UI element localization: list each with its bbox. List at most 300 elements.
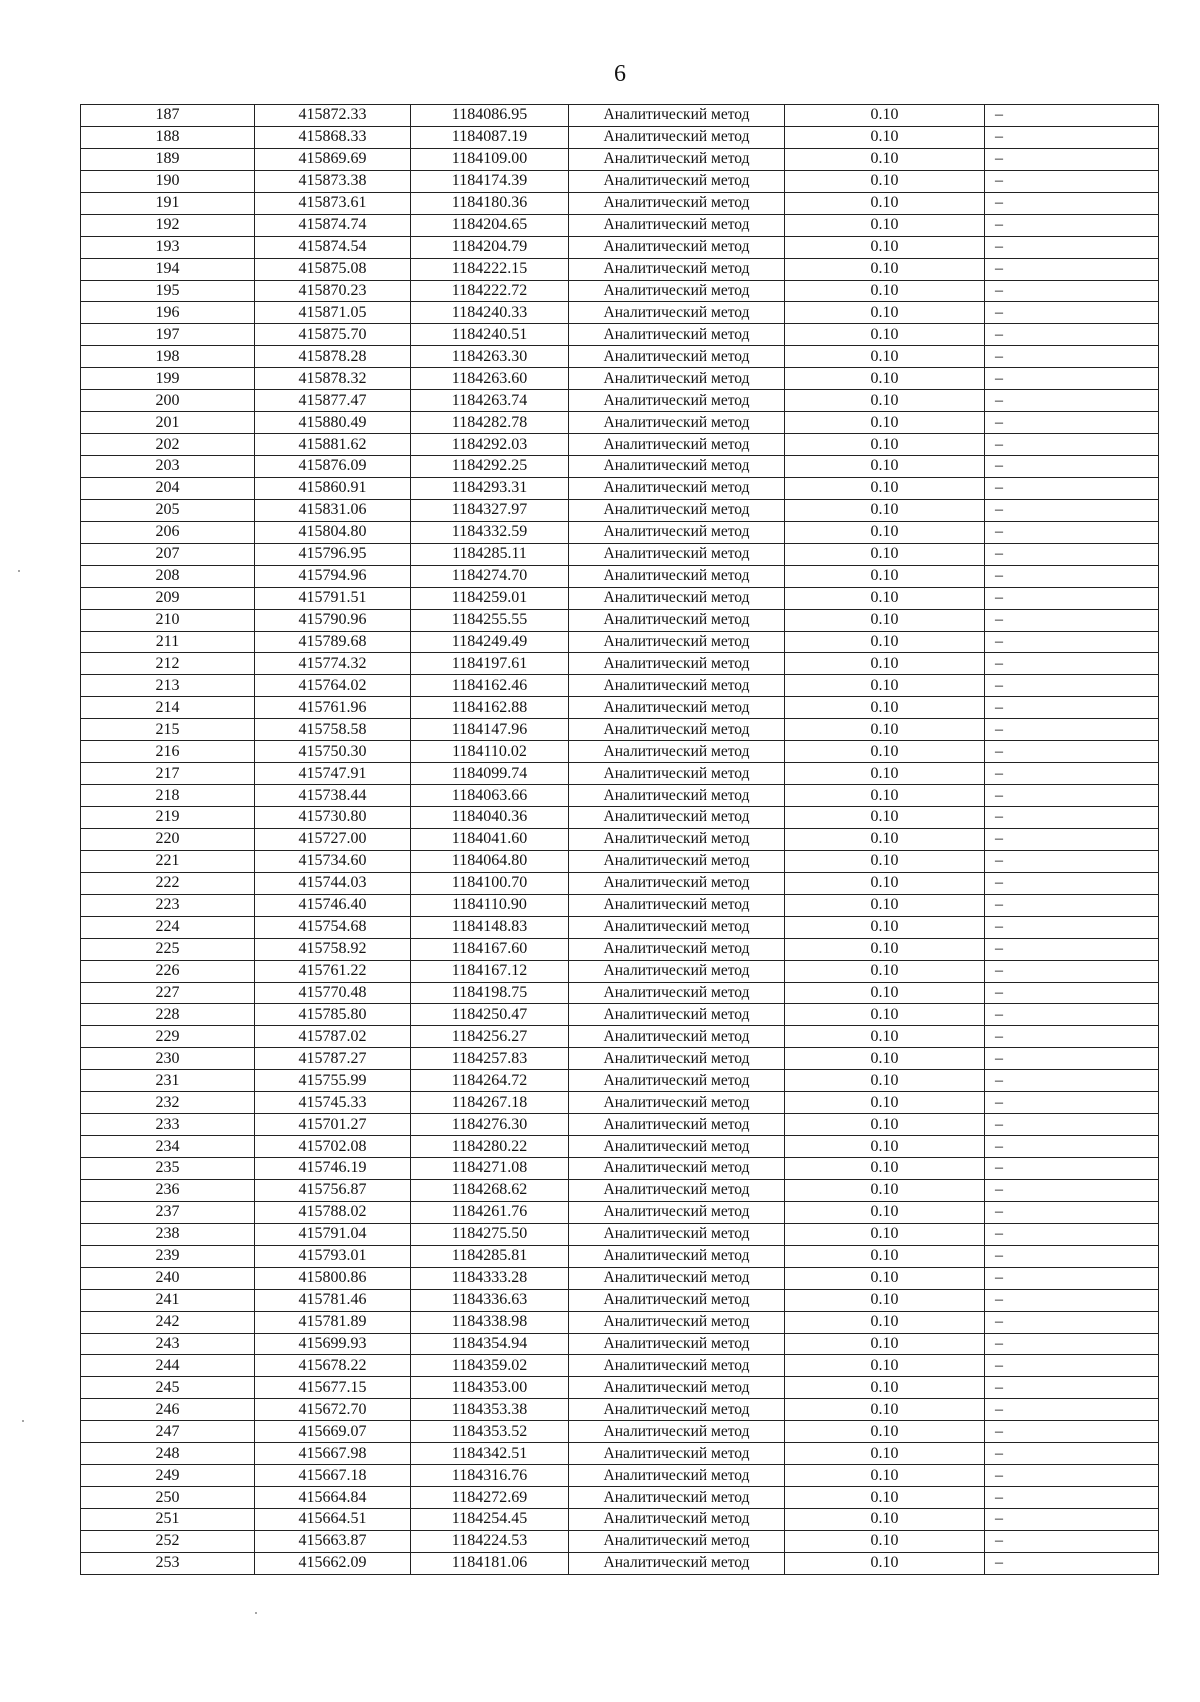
table-row	[81, 1158, 1159, 1180]
accuracy-cell: 0.10	[785, 1355, 985, 1377]
accuracy-cell: 0.10	[785, 1179, 985, 1201]
x-coordinate-cell: 415781.89	[255, 1311, 411, 1333]
note-cell: –	[985, 543, 1159, 565]
method-cell: Аналитический метод	[569, 456, 785, 478]
point-number-cell: 238	[81, 1223, 255, 1245]
y-coordinate-cell: 1184099.74	[411, 763, 569, 785]
method-cell: Аналитический метод	[569, 1421, 785, 1443]
x-coordinate-cell: 415745.33	[255, 1092, 411, 1114]
note-cell: –	[985, 412, 1159, 434]
accuracy-cell: 0.10	[785, 916, 985, 938]
point-number-cell: 188	[81, 126, 255, 148]
accuracy-cell: 0.10	[785, 1509, 985, 1531]
point-number-cell: 244	[81, 1355, 255, 1377]
point-number-cell: 222	[81, 872, 255, 894]
point-number-cell: 197	[81, 324, 255, 346]
point-number-cell: 249	[81, 1465, 255, 1487]
point-number-cell: 196	[81, 302, 255, 324]
method-cell: Аналитический метод	[569, 1026, 785, 1048]
y-coordinate-cell: 1184292.25	[411, 456, 569, 478]
accuracy-cell: 0.10	[785, 1201, 985, 1223]
note-cell: –	[985, 1179, 1159, 1201]
point-number-cell: 247	[81, 1421, 255, 1443]
y-coordinate-cell: 1184254.45	[411, 1509, 569, 1531]
y-coordinate-cell: 1184268.62	[411, 1179, 569, 1201]
accuracy-cell: 0.10	[785, 280, 985, 302]
method-cell: Аналитический метод	[569, 631, 785, 653]
accuracy-cell: 0.10	[785, 763, 985, 785]
point-number-cell: 228	[81, 1004, 255, 1026]
method-cell: Аналитический метод	[569, 1552, 785, 1574]
y-coordinate-cell: 1184204.65	[411, 214, 569, 236]
note-cell: –	[985, 982, 1159, 1004]
note-cell: –	[985, 1223, 1159, 1245]
method-cell: Аналитический метод	[569, 543, 785, 565]
x-coordinate-cell: 415764.02	[255, 675, 411, 697]
accuracy-cell: 0.10	[785, 192, 985, 214]
note-cell: –	[985, 719, 1159, 741]
accuracy-cell: 0.10	[785, 170, 985, 192]
point-number-cell: 211	[81, 631, 255, 653]
note-cell: –	[985, 1333, 1159, 1355]
point-number-cell: 220	[81, 828, 255, 850]
note-cell: –	[985, 1530, 1159, 1552]
table-row	[81, 543, 1159, 565]
point-number-cell: 236	[81, 1179, 255, 1201]
method-cell: Аналитический метод	[569, 1487, 785, 1509]
method-cell: Аналитический метод	[569, 236, 785, 258]
table-row	[81, 126, 1159, 148]
point-number-cell: 206	[81, 521, 255, 543]
table-row	[81, 653, 1159, 675]
scan-speck	[18, 570, 20, 572]
method-cell: Аналитический метод	[569, 565, 785, 587]
method-cell: Аналитический метод	[569, 148, 785, 170]
accuracy-cell: 0.10	[785, 1333, 985, 1355]
x-coordinate-cell: 415787.27	[255, 1048, 411, 1070]
point-number-cell: 243	[81, 1333, 255, 1355]
x-coordinate-cell: 415744.03	[255, 872, 411, 894]
note-cell: –	[985, 675, 1159, 697]
accuracy-cell: 0.10	[785, 1245, 985, 1267]
point-number-cell: 204	[81, 477, 255, 499]
x-coordinate-cell: 415874.74	[255, 214, 411, 236]
point-number-cell: 241	[81, 1289, 255, 1311]
method-cell: Аналитический метод	[569, 828, 785, 850]
accuracy-cell: 0.10	[785, 346, 985, 368]
x-coordinate-cell: 415662.09	[255, 1552, 411, 1574]
accuracy-cell: 0.10	[785, 785, 985, 807]
table-row	[81, 587, 1159, 609]
accuracy-cell: 0.10	[785, 1158, 985, 1180]
point-number-cell: 245	[81, 1377, 255, 1399]
y-coordinate-cell: 1184272.69	[411, 1487, 569, 1509]
method-cell: Аналитический метод	[569, 1114, 785, 1136]
method-cell: Аналитический метод	[569, 850, 785, 872]
method-cell: Аналитический метод	[569, 1509, 785, 1531]
note-cell: –	[985, 1465, 1159, 1487]
method-cell: Аналитический метод	[569, 1158, 785, 1180]
x-coordinate-cell: 415664.84	[255, 1487, 411, 1509]
point-number-cell: 217	[81, 763, 255, 785]
accuracy-cell: 0.10	[785, 214, 985, 236]
note-cell: –	[985, 1136, 1159, 1158]
point-number-cell: 250	[81, 1487, 255, 1509]
note-cell: –	[985, 938, 1159, 960]
x-coordinate-cell: 415678.22	[255, 1355, 411, 1377]
point-number-cell: 187	[81, 105, 255, 127]
note-cell: –	[985, 192, 1159, 214]
x-coordinate-cell: 415873.38	[255, 170, 411, 192]
x-coordinate-cell: 415787.02	[255, 1026, 411, 1048]
table-row	[81, 192, 1159, 214]
method-cell: Аналитический метод	[569, 192, 785, 214]
y-coordinate-cell: 1184040.36	[411, 807, 569, 829]
table-row	[81, 697, 1159, 719]
accuracy-cell: 0.10	[785, 609, 985, 631]
table-row	[81, 1267, 1159, 1289]
accuracy-cell: 0.10	[785, 1530, 985, 1552]
point-number-cell: 239	[81, 1245, 255, 1267]
method-cell: Аналитический метод	[569, 258, 785, 280]
method-cell: Аналитический метод	[569, 434, 785, 456]
note-cell: –	[985, 1552, 1159, 1574]
note-cell: –	[985, 477, 1159, 499]
table-row	[81, 741, 1159, 763]
method-cell: Аналитический метод	[569, 1333, 785, 1355]
method-cell: Аналитический метод	[569, 1179, 785, 1201]
x-coordinate-cell: 415699.93	[255, 1333, 411, 1355]
y-coordinate-cell: 1184282.78	[411, 412, 569, 434]
y-coordinate-cell: 1184162.88	[411, 697, 569, 719]
y-coordinate-cell: 1184276.30	[411, 1114, 569, 1136]
x-coordinate-cell: 415870.23	[255, 280, 411, 302]
table-row	[81, 850, 1159, 872]
table-row	[81, 982, 1159, 1004]
x-coordinate-cell: 415794.96	[255, 565, 411, 587]
table-row	[81, 477, 1159, 499]
accuracy-cell: 0.10	[785, 1048, 985, 1070]
y-coordinate-cell: 1184174.39	[411, 170, 569, 192]
x-coordinate-cell: 415734.60	[255, 850, 411, 872]
x-coordinate-cell: 415758.58	[255, 719, 411, 741]
note-cell: –	[985, 1399, 1159, 1421]
note-cell: –	[985, 741, 1159, 763]
y-coordinate-cell: 1184267.18	[411, 1092, 569, 1114]
y-coordinate-cell: 1184041.60	[411, 828, 569, 850]
note-cell: –	[985, 1114, 1159, 1136]
accuracy-cell: 0.10	[785, 675, 985, 697]
point-number-cell: 251	[81, 1509, 255, 1531]
point-number-cell: 193	[81, 236, 255, 258]
point-number-cell: 202	[81, 434, 255, 456]
table-row	[81, 1223, 1159, 1245]
point-number-cell: 209	[81, 587, 255, 609]
note-cell: –	[985, 390, 1159, 412]
point-number-cell: 237	[81, 1201, 255, 1223]
point-number-cell: 234	[81, 1136, 255, 1158]
table-row	[81, 872, 1159, 894]
x-coordinate-cell: 415758.92	[255, 938, 411, 960]
x-coordinate-cell: 415774.32	[255, 653, 411, 675]
table-row	[81, 324, 1159, 346]
method-cell: Аналитический метод	[569, 170, 785, 192]
method-cell: Аналитический метод	[569, 916, 785, 938]
table-row	[81, 1136, 1159, 1158]
x-coordinate-cell: 415790.96	[255, 609, 411, 631]
note-cell: –	[985, 785, 1159, 807]
table-row	[81, 1487, 1159, 1509]
point-number-cell: 195	[81, 280, 255, 302]
table-row	[81, 412, 1159, 434]
note-cell: –	[985, 1026, 1159, 1048]
point-number-cell: 232	[81, 1092, 255, 1114]
method-cell: Аналитический метод	[569, 697, 785, 719]
x-coordinate-cell: 415874.54	[255, 236, 411, 258]
x-coordinate-cell: 415789.68	[255, 631, 411, 653]
accuracy-cell: 0.10	[785, 236, 985, 258]
accuracy-cell: 0.10	[785, 960, 985, 982]
point-number-cell: 198	[81, 346, 255, 368]
method-cell: Аналитический метод	[569, 302, 785, 324]
x-coordinate-cell: 415754.68	[255, 916, 411, 938]
table-row	[81, 280, 1159, 302]
x-coordinate-cell: 415738.44	[255, 785, 411, 807]
table-row	[81, 390, 1159, 412]
accuracy-cell: 0.10	[785, 1399, 985, 1421]
method-cell: Аналитический метод	[569, 741, 785, 763]
table-row	[81, 434, 1159, 456]
point-number-cell: 223	[81, 894, 255, 916]
point-number-cell: 218	[81, 785, 255, 807]
y-coordinate-cell: 1184167.60	[411, 938, 569, 960]
method-cell: Аналитический метод	[569, 105, 785, 127]
y-coordinate-cell: 1184293.31	[411, 477, 569, 499]
y-coordinate-cell: 1184353.52	[411, 1421, 569, 1443]
x-coordinate-cell: 415881.62	[255, 434, 411, 456]
note-cell: –	[985, 872, 1159, 894]
table-row	[81, 1092, 1159, 1114]
note-cell: –	[985, 653, 1159, 675]
y-coordinate-cell: 1184181.06	[411, 1552, 569, 1574]
y-coordinate-cell: 1184280.22	[411, 1136, 569, 1158]
method-cell: Аналитический метод	[569, 214, 785, 236]
accuracy-cell: 0.10	[785, 258, 985, 280]
point-number-cell: 194	[81, 258, 255, 280]
method-cell: Аналитический метод	[569, 1377, 785, 1399]
x-coordinate-cell: 415785.80	[255, 1004, 411, 1026]
note-cell: –	[985, 456, 1159, 478]
accuracy-cell: 0.10	[785, 477, 985, 499]
accuracy-cell: 0.10	[785, 1092, 985, 1114]
method-cell: Аналитический метод	[569, 1311, 785, 1333]
coordinates-table	[80, 104, 1159, 1575]
method-cell: Аналитический метод	[569, 499, 785, 521]
y-coordinate-cell: 1184336.63	[411, 1289, 569, 1311]
note-cell: –	[985, 105, 1159, 127]
note-cell: –	[985, 697, 1159, 719]
note-cell: –	[985, 587, 1159, 609]
method-cell: Аналитический метод	[569, 1136, 785, 1158]
table-row	[81, 1421, 1159, 1443]
note-cell: –	[985, 1355, 1159, 1377]
point-number-cell: 189	[81, 148, 255, 170]
accuracy-cell: 0.10	[785, 1004, 985, 1026]
method-cell: Аналитический метод	[569, 1004, 785, 1026]
table-row	[81, 1026, 1159, 1048]
table-row	[81, 170, 1159, 192]
table-row	[81, 1333, 1159, 1355]
y-coordinate-cell: 1184259.01	[411, 587, 569, 609]
x-coordinate-cell: 415793.01	[255, 1245, 411, 1267]
x-coordinate-cell: 415788.02	[255, 1201, 411, 1223]
note-cell: –	[985, 1377, 1159, 1399]
note-cell: –	[985, 960, 1159, 982]
table-row	[81, 1465, 1159, 1487]
point-number-cell: 235	[81, 1158, 255, 1180]
note-cell: –	[985, 609, 1159, 631]
accuracy-cell: 0.10	[785, 653, 985, 675]
method-cell: Аналитический метод	[569, 785, 785, 807]
method-cell: Аналитический метод	[569, 126, 785, 148]
table-row	[81, 1004, 1159, 1026]
method-cell: Аналитический метод	[569, 1267, 785, 1289]
point-number-cell: 192	[81, 214, 255, 236]
accuracy-cell: 0.10	[785, 521, 985, 543]
note-cell: –	[985, 1048, 1159, 1070]
method-cell: Аналитический метод	[569, 1465, 785, 1487]
y-coordinate-cell: 1184333.28	[411, 1267, 569, 1289]
y-coordinate-cell: 1184327.97	[411, 499, 569, 521]
accuracy-cell: 0.10	[785, 587, 985, 609]
point-number-cell: 233	[81, 1114, 255, 1136]
x-coordinate-cell: 415877.47	[255, 390, 411, 412]
accuracy-cell: 0.10	[785, 719, 985, 741]
note-cell: –	[985, 258, 1159, 280]
note-cell: –	[985, 368, 1159, 390]
y-coordinate-cell: 1184087.19	[411, 126, 569, 148]
accuracy-cell: 0.10	[785, 850, 985, 872]
x-coordinate-cell: 415878.32	[255, 368, 411, 390]
point-number-cell: 221	[81, 850, 255, 872]
point-number-cell: 199	[81, 368, 255, 390]
point-number-cell: 216	[81, 741, 255, 763]
note-cell: –	[985, 324, 1159, 346]
table-row	[81, 807, 1159, 829]
x-coordinate-cell: 415663.87	[255, 1530, 411, 1552]
point-number-cell: 252	[81, 1530, 255, 1552]
y-coordinate-cell: 1184222.15	[411, 258, 569, 280]
method-cell: Аналитический метод	[569, 982, 785, 1004]
x-coordinate-cell: 415791.51	[255, 587, 411, 609]
x-coordinate-cell: 415869.69	[255, 148, 411, 170]
x-coordinate-cell: 415875.08	[255, 258, 411, 280]
point-number-cell: 201	[81, 412, 255, 434]
x-coordinate-cell: 415878.28	[255, 346, 411, 368]
note-cell: –	[985, 763, 1159, 785]
table-row	[81, 960, 1159, 982]
point-number-cell: 246	[81, 1399, 255, 1421]
y-coordinate-cell: 1184261.76	[411, 1201, 569, 1223]
method-cell: Аналитический метод	[569, 938, 785, 960]
y-coordinate-cell: 1184263.74	[411, 390, 569, 412]
table-row	[81, 258, 1159, 280]
note-cell: –	[985, 1487, 1159, 1509]
scan-speck	[255, 1612, 257, 1614]
method-cell: Аналитический метод	[569, 763, 785, 785]
y-coordinate-cell: 1184338.98	[411, 1311, 569, 1333]
table-row	[81, 1070, 1159, 1092]
y-coordinate-cell: 1184100.70	[411, 872, 569, 894]
point-number-cell: 212	[81, 653, 255, 675]
accuracy-cell: 0.10	[785, 1136, 985, 1158]
x-coordinate-cell: 415667.98	[255, 1443, 411, 1465]
y-coordinate-cell: 1184240.51	[411, 324, 569, 346]
y-coordinate-cell: 1184180.36	[411, 192, 569, 214]
table-row	[81, 565, 1159, 587]
note-cell: –	[985, 170, 1159, 192]
table-row	[81, 1048, 1159, 1070]
accuracy-cell: 0.10	[785, 982, 985, 1004]
accuracy-cell: 0.10	[785, 1465, 985, 1487]
point-number-cell: 214	[81, 697, 255, 719]
accuracy-cell: 0.10	[785, 1267, 985, 1289]
table-row	[81, 1245, 1159, 1267]
accuracy-cell: 0.10	[785, 894, 985, 916]
x-coordinate-cell: 415730.80	[255, 807, 411, 829]
note-cell: –	[985, 1245, 1159, 1267]
table-row	[81, 1179, 1159, 1201]
y-coordinate-cell: 1184292.03	[411, 434, 569, 456]
y-coordinate-cell: 1184086.95	[411, 105, 569, 127]
method-cell: Аналитический метод	[569, 1201, 785, 1223]
method-cell: Аналитический метод	[569, 1399, 785, 1421]
table-row	[81, 631, 1159, 653]
x-coordinate-cell: 415868.33	[255, 126, 411, 148]
method-cell: Аналитический метод	[569, 1092, 785, 1114]
y-coordinate-cell: 1184250.47	[411, 1004, 569, 1026]
x-coordinate-cell: 415876.09	[255, 456, 411, 478]
y-coordinate-cell: 1184167.12	[411, 960, 569, 982]
x-coordinate-cell: 415702.08	[255, 1136, 411, 1158]
table-row	[81, 916, 1159, 938]
point-number-cell: 191	[81, 192, 255, 214]
point-number-cell: 200	[81, 390, 255, 412]
x-coordinate-cell: 415761.22	[255, 960, 411, 982]
method-cell: Аналитический метод	[569, 587, 785, 609]
note-cell: –	[985, 894, 1159, 916]
table-row	[81, 785, 1159, 807]
note-cell: –	[985, 565, 1159, 587]
x-coordinate-cell: 415746.40	[255, 894, 411, 916]
accuracy-cell: 0.10	[785, 324, 985, 346]
method-cell: Аналитический метод	[569, 675, 785, 697]
method-cell: Аналитический метод	[569, 368, 785, 390]
method-cell: Аналитический метод	[569, 324, 785, 346]
point-number-cell: 224	[81, 916, 255, 938]
method-cell: Аналитический метод	[569, 807, 785, 829]
method-cell: Аналитический метод	[569, 477, 785, 499]
method-cell: Аналитический метод	[569, 1355, 785, 1377]
point-number-cell: 219	[81, 807, 255, 829]
accuracy-cell: 0.10	[785, 697, 985, 719]
accuracy-cell: 0.10	[785, 390, 985, 412]
accuracy-cell: 0.10	[785, 631, 985, 653]
method-cell: Аналитический метод	[569, 390, 785, 412]
y-coordinate-cell: 1184354.94	[411, 1333, 569, 1355]
note-cell: –	[985, 916, 1159, 938]
note-cell: –	[985, 434, 1159, 456]
